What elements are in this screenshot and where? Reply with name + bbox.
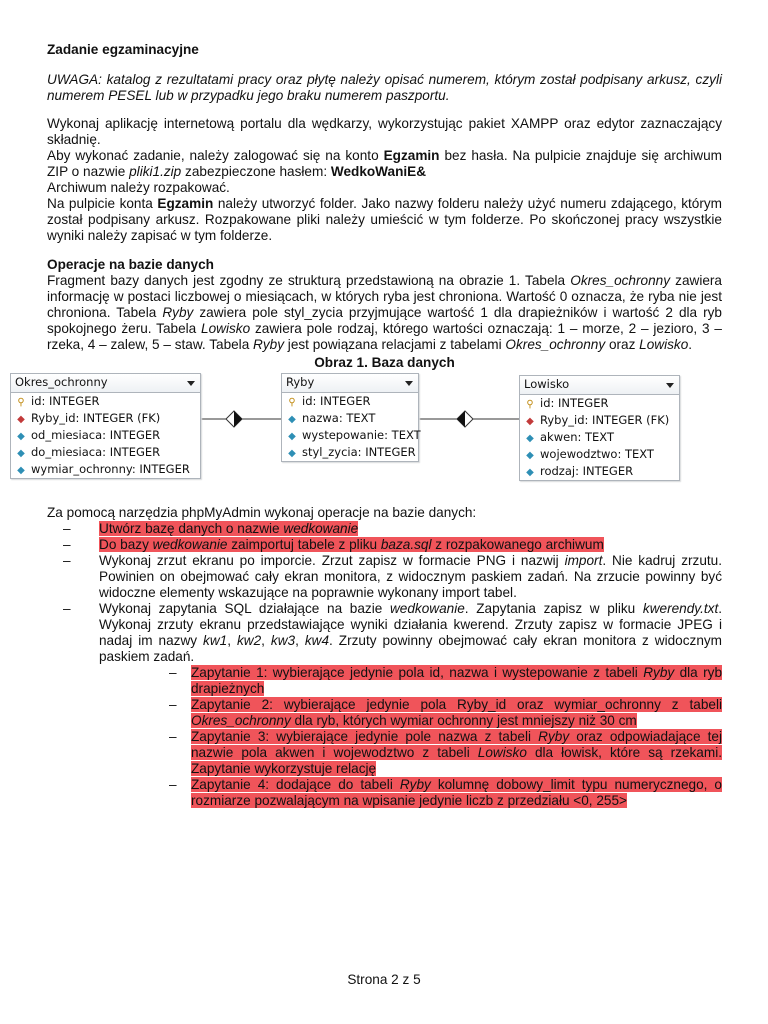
field-icon: ◆: [288, 414, 296, 425]
table-field: ◆ Ryby_id: INTEGER (FK): [11, 410, 200, 427]
database-diagram: [4, 371, 722, 495]
field-icon: ◆: [288, 448, 296, 459]
field-icon: ◆: [288, 431, 296, 442]
section-heading: Operacje na bazie danych: [47, 257, 214, 272]
warning-note: UWAGA: katalog z rezultatami pracy oraz płytę należy opisać numerem, którym został podpisany arkusz, czyli numerem PESEL lub w przypadku jego braku numerem paszportu.: [47, 72, 722, 103]
page-content: [15, 42, 723, 809]
chevron-down-icon[interactable]: [405, 381, 413, 386]
field-icon: ◆: [526, 450, 534, 461]
tasks-lead: Za pomocą narzędzia phpMyAdmin wykonaj operacje na bazie danych:: [47, 505, 477, 520]
chevron-down-icon[interactable]: [666, 383, 674, 388]
field-icon: ◆: [17, 431, 25, 442]
account-name: Egzamin: [383, 148, 440, 163]
intro-p2: Aby wykonać zadanie, należy zalogować się na konto Egzamin bez hasła. Na pulpicie znajduje się archiwum ZIP o nazwie pliki1.zip zabezpieczone hasłem: WedkoWaniE&: [47, 148, 722, 179]
page-title: Zadanie egzaminacyjne: [47, 42, 199, 57]
list-item: – Zapytanie 2: wybierające jedynie pola Ryby_id oraz wymiar_ochronny z tabeli Okres_ochronny dla ryb, których wymiar ochronny jest mniejszy niż 30 cm: [99, 697, 722, 729]
account-name: Egzamin: [157, 196, 214, 211]
table-field: ⚲ id: INTEGER: [11, 393, 200, 410]
archive-name: pliki1.zip: [129, 164, 182, 179]
table-field: ◆ akwen: TEXT: [520, 429, 679, 446]
foreign-key-icon: ◆: [526, 416, 534, 427]
table-field: ◆ wystepowanie: TEXT: [282, 427, 418, 444]
list-item: – Zapytanie 4: dodające do tabeli Ryby kolumnę dobowy_limit typu numerycznego, o rozmiarze pozwalającym na wpisanie jedynie liczb z przedziału <0, 255>: [99, 777, 722, 809]
field-icon: ◆: [526, 467, 534, 478]
table-lowisko: [519, 375, 680, 481]
table-field: ◆ nazwa: TEXT: [282, 410, 418, 427]
table-field: ◆ od_miesiaca: INTEGER: [11, 427, 200, 444]
intro-p3: Archiwum należy rozpakować.: [47, 180, 230, 195]
table-ryby: [281, 373, 419, 462]
table-field: ⚲ id: INTEGER: [282, 393, 418, 410]
db-description: Fragment bazy danych jest zgodny ze strukturą przedstawioną na obrazie 1. Tabela Okres_ochronny zawiera informację w postaci liczbowej o miesiącach, w których ryba jest chroniona. Wartość 0 oznacza, że ryba nie jest chroniona. Tabela Ryby zawiera pole styl_zycia przyjmujące wartość 1 dla drapieżników i wartość 2 dla ryb spokojnego żeru. Tabela Lowisko zawiera pole rodzaj, którego wartości oznaczają: 1 – morze, 2 – jezioro, 3 – rzeka, 4 – zalew, 5 – staw. Tabela Ryby jest powiązana relacjami z tabelami Okres_ochronny oraz Lowisko.: [47, 273, 722, 352]
table-field: ◆ rodzaj: INTEGER: [520, 463, 679, 480]
list-item: – Zapytanie 3: wybierające jedynie pole nazwa z tabeli Ryby oraz odpowiadające tej nazwie pola akwen i wojewodztwo z tabeli Lowisko dla łowisk, które są rzekami. Zapytanie wykorzystuje relację: [99, 729, 722, 777]
key-icon: ⚲: [288, 397, 296, 408]
table-field: ◆ Ryby_id: INTEGER (FK): [520, 412, 679, 429]
table-field: ◆ wojewodztwo: TEXT: [520, 446, 679, 463]
chevron-down-icon[interactable]: [187, 381, 195, 386]
page-number: Strona 2 z 5: [347, 972, 421, 987]
foreign-key-icon: ◆: [17, 414, 25, 425]
intro-section: [47, 116, 722, 244]
list-item: – Do bazy wedkowanie zaimportuj tabele z pliku baza.sql z rozpakowanego archiwum: [47, 537, 722, 553]
key-icon: ⚲: [526, 399, 534, 410]
table-field: ◆ wymiar_ochronny: INTEGER: [11, 461, 200, 478]
figure-title: Obraz 1. Baza danych: [314, 355, 455, 370]
list-item: – Utwórz bazę danych o nazwie wedkowanie: [47, 521, 722, 537]
intro-p1: Wykonaj aplikację internetową portalu dla wędkarzy, wykorzystując pakiet XAMPP oraz edytor zaznaczający składnię.: [47, 116, 722, 147]
archive-password: WedkoWaniE&: [330, 164, 427, 179]
task-list: [47, 521, 722, 809]
list-item: – Wykonaj zapytania SQL działające na bazie wedkowanie. Zapytania zapisz w pliku kwerendy.txt. Wykonaj zrzuty ekranu przedstawiające wyniki działania kwerend. Zrzuty zapisz w formacie JPEG i nadaj im nazwy kw1, kw2, kw3, kw4. Zrzuty powinny obejmować cały ekran monitora z widocznym paskiem zadań. – Zapytanie 1: wybierające jedynie pola id, nazwa i wystepowanie z tabeli Ryby dla ryb drapieżnych – Zapytanie 2: wybierające jedynie pola Ryby_id oraz wymiar_ochronny z tabeli Okres_ochronny dla ryb, których wymiar ochronny jest mniejszy niż 30 cm – Zapytanie 3: wybierające jedynie pole nazwa z tabeli Ryby oraz odpowiadające tej nazwie pola akwen i wojewodztwo z tabeli Lowisko dla łowisk, które są rzekami. Zapytanie wykorzystuje relację – Zapytanie 4: dodające do tabeli Ryby kolumnę dobowy_limit typu numerycznego, o rozmiarze pozwalającym na wpisanie jedynie liczb z przedziału <0, 255>: [47, 601, 722, 809]
field-icon: ◆: [17, 465, 25, 476]
table-okres-ochronny: [10, 373, 201, 479]
table-name: Ryby: [286, 375, 315, 389]
query-list: [99, 665, 722, 809]
list-item: – Zapytanie 1: wybierające jedynie pola id, nazwa i wystepowanie z tabeli Ryby dla ryb drapieżnych: [99, 665, 722, 697]
table-field: ⚲ id: INTEGER: [520, 395, 679, 412]
field-icon: ◆: [17, 448, 25, 459]
key-icon: ⚲: [17, 397, 25, 408]
table-name: Okres_ochronny: [15, 375, 108, 389]
table-name: Lowisko: [524, 377, 570, 391]
field-icon: ◆: [526, 433, 534, 444]
table-field: ◆ styl_zycia: INTEGER: [282, 444, 418, 461]
intro-p4: Na pulpicie konta Egzamin należy utworzyć folder. Jako nazwy folderu należy użyć numeru zdającego, którym został podpisany arkusz. Rozpakowane pliki należy umieścić w tym folderze. Po skończonej pracy wszystkie wyniki należy zapisać w tym folderze.: [47, 196, 722, 243]
table-field: ◆ do_miesiaca: INTEGER: [11, 444, 200, 461]
list-item: – Wykonaj zrzut ekranu po imporcie. Zrzut zapisz w formacie PNG i nazwij import. Nie kadruj zrzutu. Powinien on obejmować cały ekran monitora, z widocznym paskiem zadań. Na zrzucie powinny być widoczne elementy wskazujące na poprawnie wykonany import tabel.: [47, 553, 722, 601]
